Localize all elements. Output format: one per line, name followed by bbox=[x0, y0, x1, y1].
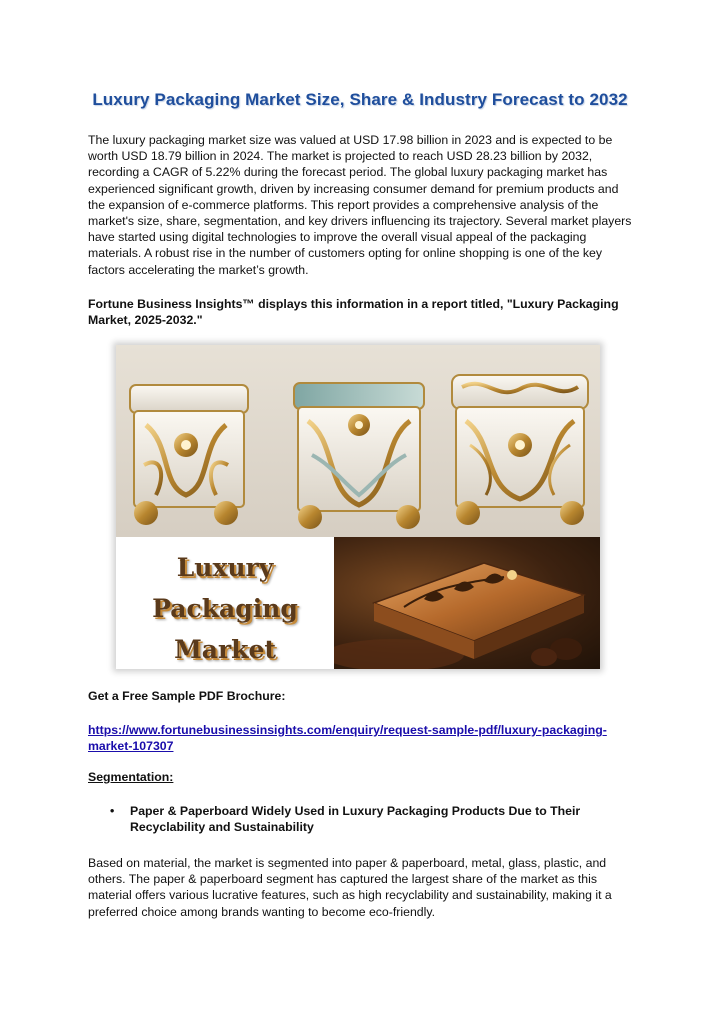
sample-pdf-link[interactable]: https://www.fortunebusinessinsights.com/enquiry/request-sample-pdf/luxury-packaging-market-107307 bbox=[88, 723, 607, 754]
hero-image bbox=[116, 345, 600, 669]
segmentation-bullet bbox=[110, 803, 636, 835]
hero-caption bbox=[116, 537, 334, 669]
luxury-boxes-photo bbox=[116, 345, 600, 537]
hero-caption-line-1: Luxury bbox=[176, 553, 274, 582]
report-note: Fortune Business Insights™ displays this information in a report titled, "Luxury Packaging Market, 2025-2032." bbox=[88, 297, 619, 328]
bullet-marker: • bbox=[110, 804, 115, 818]
hero-caption-line-3: Market bbox=[174, 635, 276, 664]
segmentation-heading: Segmentation: bbox=[88, 770, 174, 784]
leather-box-photo bbox=[334, 537, 600, 669]
intro-paragraph: The luxury packaging market size was valued at USD 17.98 billion in 2023 and is expected to be worth USD 18.79 billion in 2024. The market is projected to reach USD 28.23 billion by 2032, recording a CAGR of 5.22% during the forecast period. The global luxury packaging market has experienced significant growth, driven by increasing consumer demand for premium products and the expansion of e-commerce platforms. This report provides a comprehensive analysis of the market's size, share, segmentation, and key drivers influencing its trajectory. Several market players have started using digital technologies to improve the overall visual appeal of the packaging materials. A robust rise in the number of customers opting for online shopping is one of the key factors accelerating the market’s growth. bbox=[88, 133, 632, 277]
box-right bbox=[452, 375, 588, 525]
bullet-text: Paper & Paperboard Widely Used in Luxury Packaging Products Due to Their Recyclability and Sustainability bbox=[130, 804, 581, 835]
page-title: Luxury Packaging Market Size, Share & Industry Forecast to 2032 bbox=[92, 90, 628, 109]
segmentation-paragraph: Based on material, the market is segmented into paper & paperboard, metal, glass, plastic, and others. The paper & paperboard segment has captured the largest share of the market as this material offers various lucrative features, such as high recyclability and sustainability, making it a preferred choice among brands wanting to become eco-friendly. bbox=[88, 856, 612, 919]
box-left bbox=[130, 385, 248, 525]
sample-brochure-label: Get a Free Sample PDF Brochure: bbox=[88, 689, 286, 703]
box-middle bbox=[294, 383, 424, 529]
hero-caption-line-2: Packaging bbox=[152, 594, 298, 623]
